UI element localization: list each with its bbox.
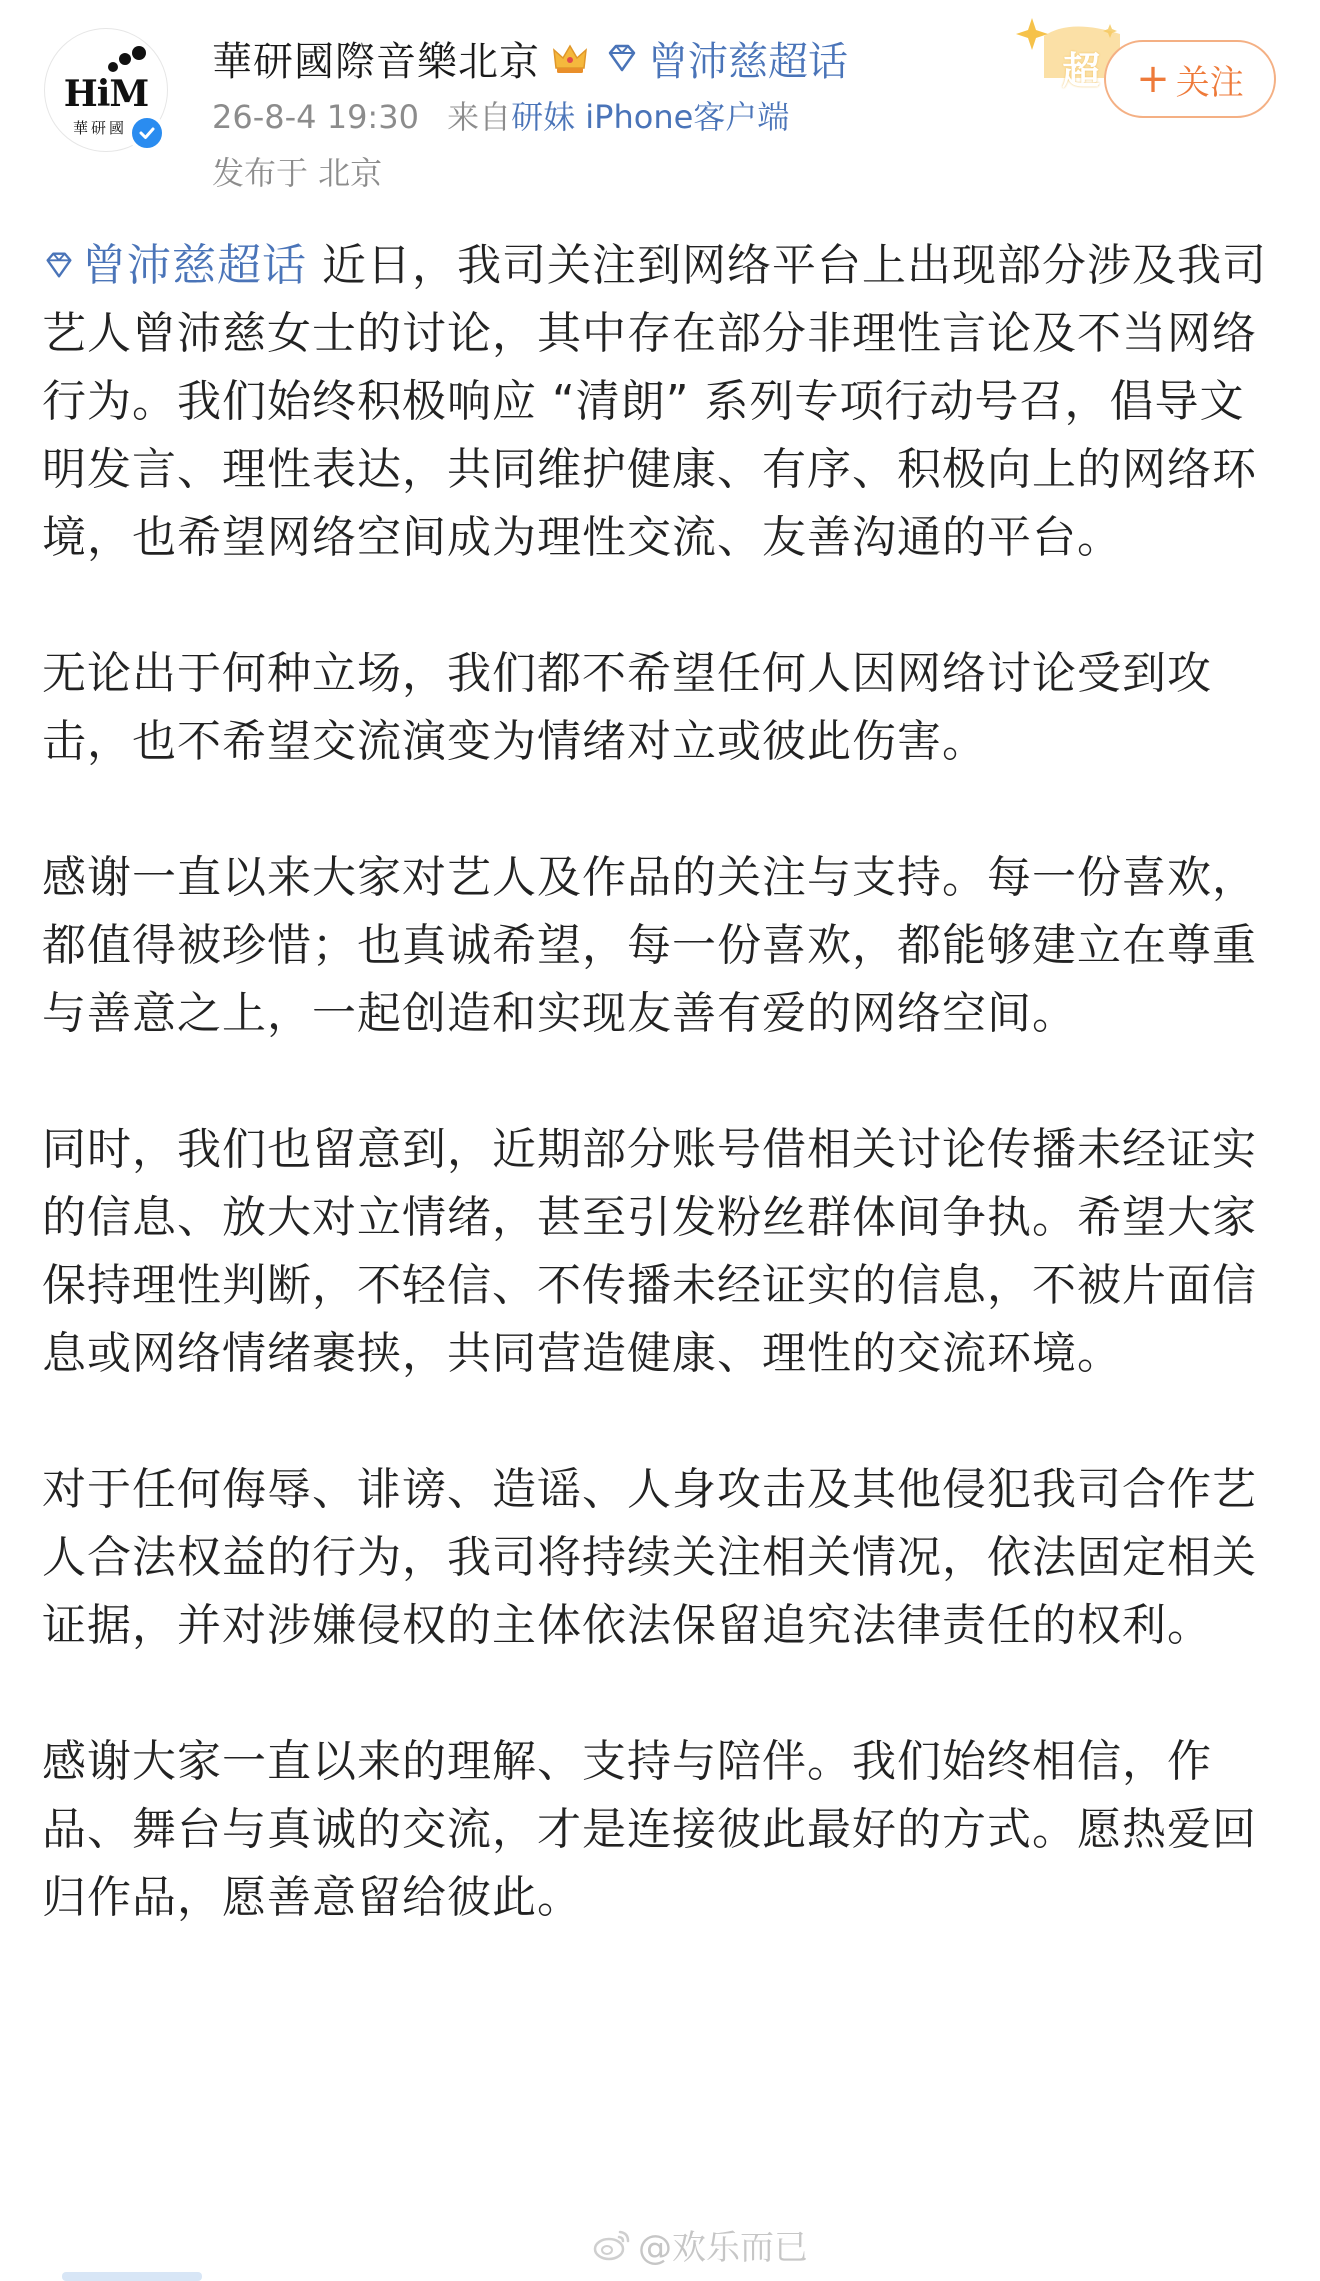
post-paragraph: 同时，我们也留意到，近期部分账号借相关讨论传播未经证实的信息、放大对立情绪，甚至引发粉丝群体间争执。希望大家保持理性判断，不轻信、不传播未经证实的信息，不被片面信息或网络情绪裹挟，共同营造健康、理性的交流环境。 bbox=[42, 1124, 1257, 1379]
logo-dots-icon bbox=[107, 45, 147, 75]
diamond-icon bbox=[604, 40, 640, 76]
post-header bbox=[0, 0, 1320, 200]
topic-link[interactable] bbox=[604, 30, 848, 87]
avatar-logo-text: HiM bbox=[63, 73, 149, 115]
super-topic-badge-label: 超 bbox=[1062, 49, 1101, 93]
verified-check-icon bbox=[128, 114, 166, 152]
post-meta bbox=[212, 92, 789, 138]
post-body bbox=[42, 232, 1278, 2000]
post-paragraph: 无论出于何种立场，我们都不希望任何人因网络讨论受到攻击，也不希望交流演变为情绪对立或彼此伤害。 bbox=[42, 648, 1212, 767]
post-paragraph: 感谢大家一直以来的理解、支持与陪伴。我们始终相信，作品、舞台与真诚的交流，才是连接彼此最好的方式。愿热爱回归作品，愿善意留给彼此。 bbox=[42, 1736, 1257, 1923]
post-paragraph bbox=[42, 232, 1278, 572]
watermark bbox=[592, 2220, 808, 2269]
topic-link-label: 曾沛慈超话 bbox=[648, 38, 848, 85]
post-timestamp: 26-8-4 19:30 bbox=[212, 98, 419, 136]
watermark-text: @欢乐而已 bbox=[638, 2228, 808, 2268]
follow-button-label: 关注 bbox=[1175, 62, 1244, 103]
bottom-divider bbox=[62, 2272, 202, 2281]
source-prefix: 来自 bbox=[447, 98, 512, 136]
post-paragraph: 对于任何侮辱、诽谤、造谣、人身攻击及其他侵犯我司合作艺人合法权益的行为，我司将持续关注相关情况，依法固定相关证据，并对涉嫌侵权的主体依法保留追究法律责任的权利。 bbox=[42, 1464, 1257, 1651]
inline-topic-label: 曾沛慈超话 bbox=[82, 240, 307, 291]
follow-button[interactable] bbox=[1104, 40, 1276, 118]
inline-topic-link[interactable] bbox=[42, 240, 307, 291]
account-name-row bbox=[212, 28, 848, 88]
source-client-link[interactable]: 研妹 iPhone客户端 bbox=[511, 98, 790, 136]
weibo-logo-icon bbox=[592, 2228, 632, 2262]
account-name[interactable]: 華研國際音樂北京 bbox=[212, 38, 540, 85]
post-paragraph: 感谢一直以来大家对艺人及作品的关注与支持。每一份喜欢，都值得被珍惜；也真诚希望，每一份喜欢，都能够建立在尊重与善意之上，一起创造和实现友善有爱的网络空间。 bbox=[42, 852, 1257, 1039]
diamond-icon bbox=[42, 248, 76, 282]
paragraph-text: 近日，我司关注到网络平台上出现部分涉及我司艺人曾沛慈女士的讨论，其中存在部分非理性言论及不当网络行为。我们始终积极响应 “清朗” 系列专项行动号召，倡导文明发言、理性表达，共同维护健康、有序、积极向上的网络环境，也希望网络空间成为理性交流、友善沟通的平台。 bbox=[42, 240, 1267, 563]
crown-icon bbox=[550, 38, 590, 78]
post-location: 发布于 北京 bbox=[212, 154, 383, 192]
plus-icon: + bbox=[1136, 56, 1170, 102]
avatar-logo-subtext: 華研國 bbox=[72, 119, 127, 137]
